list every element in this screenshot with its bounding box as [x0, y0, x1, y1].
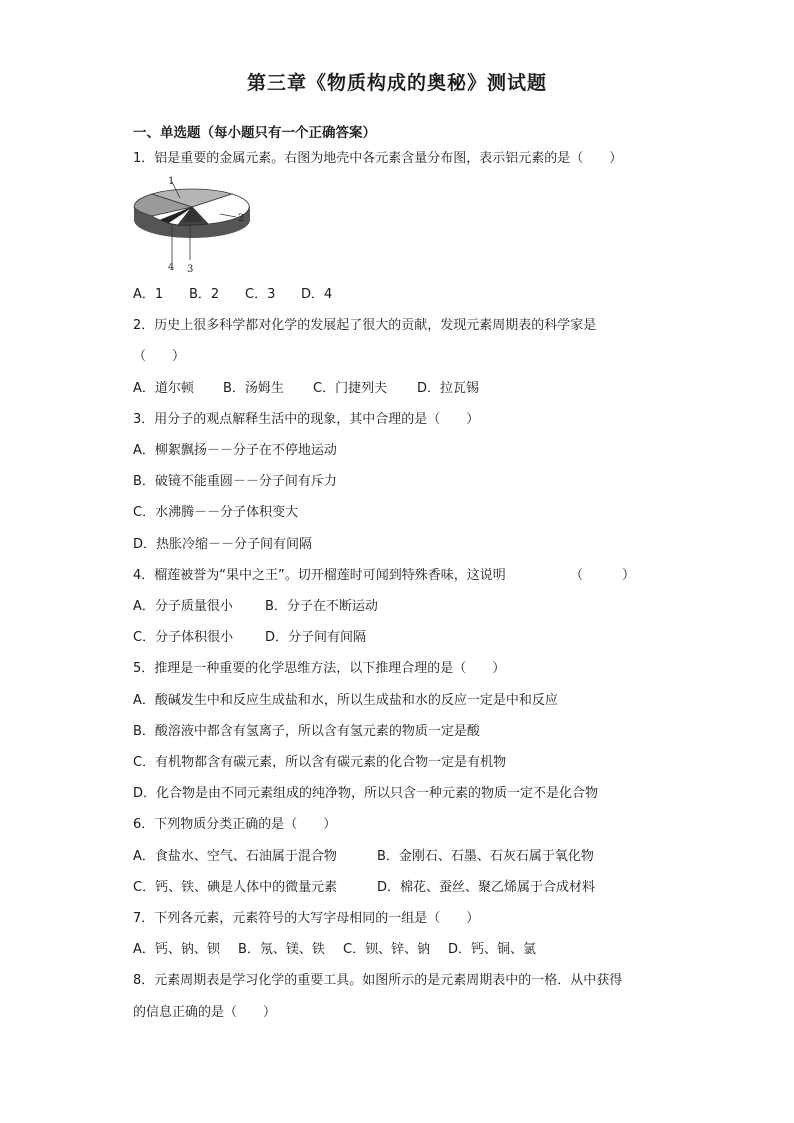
q4-option-b[interactable]: B．分子在不断运动 — [265, 599, 378, 614]
chart-label-4: 4 — [168, 262, 175, 273]
q5-stem: 5．推理是一种重要的化学思维方法，以下推理合理的是（ ） — [133, 661, 506, 676]
q1-option-d[interactable]: D．4 — [301, 287, 333, 302]
q6-stem: 6．下列物质分类正确的是（ ） — [133, 817, 337, 832]
q6-option-d[interactable]: D．棉花、蚕丝、聚乙烯属于合成材料 — [377, 880, 596, 895]
q6-options-row1 — [133, 848, 594, 866]
q7-option-d[interactable]: D．钙、铜、氯 — [448, 942, 537, 957]
q4-stem: 4．榴莲被誉为“果中之王”。切开榴莲时可闻到特殊香味，这说明 — [133, 568, 506, 583]
q7-option-b[interactable]: B．氖、镁、铁 — [238, 942, 325, 957]
q2-option-b[interactable]: B．汤姆生 — [223, 381, 284, 396]
q4-options-row1 — [133, 598, 378, 616]
page-title: 第三章《物质构成的奥秘》测试题 — [246, 72, 547, 94]
q7-options — [133, 941, 536, 959]
q6-option-c[interactable]: C．钙、铁、碘是人体中的微量元素 — [133, 880, 338, 895]
q3-option-a[interactable]: A．柳絮飘扬－－分子在不停地运动 — [133, 443, 337, 458]
q7-option-c[interactable]: C．钡、锌、钠 — [343, 942, 431, 957]
q5-option-b[interactable]: B．酸溶液中都含有氢离子，所以含有氢元素的物质一定是酸 — [133, 724, 480, 739]
q6-options-row2 — [133, 879, 595, 897]
q3-option-b[interactable]: B．破镜不能重圆－－分子间有斥力 — [133, 474, 337, 489]
q2-stem-line1: 2．历史上很多科学都对化学的发展起了很大的贡献，发现元素周期表的科学家是 — [133, 318, 597, 333]
q7-option-a[interactable]: A．钙、钠、钡 — [133, 942, 220, 957]
q5-option-c[interactable]: C．有机物都含有碳元素，所以含有碳元素的化合物一定是有机物 — [133, 755, 507, 770]
q4-option-c[interactable]: C．分子体积很小 — [133, 630, 234, 645]
crust-element-pie-chart — [128, 172, 256, 276]
q1-option-b[interactable]: B．2 — [189, 287, 220, 302]
q2-options — [133, 380, 479, 398]
q2-stem-line2: （ ） — [133, 349, 186, 364]
q2-option-a[interactable]: A．道尔顿 — [133, 381, 194, 396]
q5-option-a[interactable]: A．酸碱发生中和反应生成盐和水，所以生成盐和水的反应一定是中和反应 — [133, 693, 558, 708]
q1-option-a[interactable]: A．1 — [133, 287, 164, 302]
q2-option-c[interactable]: C．门捷列夫 — [313, 381, 388, 396]
q5-option-d[interactable]: D．化合物是由不同元素组成的纯净物，所以只含一种元素的物质一定不是化合物 — [133, 786, 599, 801]
q3-option-d[interactable]: D．热胀冷缩－－分子间有间隔 — [133, 537, 313, 552]
q3-option-c[interactable]: C．水沸腾－－分子体积变大 — [133, 505, 299, 520]
q1-stem: 1．铝是重要的金属元素。右图为地壳中各元素含量分布图，表示铝元素的是（ ） — [133, 151, 623, 166]
chart-label-3: 3 — [187, 264, 194, 275]
q4-option-d[interactable]: D．分子间有间隔 — [265, 630, 367, 645]
q3-stem: 3．用分子的观点解释生活中的现象，其中合理的是（ ） — [133, 412, 480, 427]
q4-options-row2 — [133, 629, 366, 647]
chart-label-1: 1 — [168, 176, 175, 187]
q1-options — [133, 286, 332, 304]
section-heading: 一、单选题（每小题只有一个正确答案） — [133, 125, 376, 141]
q2-option-d[interactable]: D．拉瓦锡 — [417, 381, 480, 396]
chart-label-2: 2 — [238, 213, 245, 224]
q4-answer-blank: （ ） — [570, 568, 636, 583]
q6-option-a[interactable]: A．食盐水、空气、石油属于混合物 — [133, 849, 337, 864]
q8-stem-line1: 8．元素周期表是学习化学的重要工具。如图所示的是元素周期表中的一格．从中获得 — [133, 973, 623, 988]
q4-option-a[interactable]: A．分子质量很小 — [133, 599, 233, 614]
q7-stem: 7．下列各元素，元素符号的大写字母相同的一组是（ ） — [133, 911, 480, 926]
q1-option-c[interactable]: C．3 — [245, 287, 276, 302]
q8-stem-line2: 的信息正确的是（ ） — [133, 1005, 277, 1020]
q6-option-b[interactable]: B．金刚石、石墨、石灰石属于氧化物 — [377, 849, 594, 864]
